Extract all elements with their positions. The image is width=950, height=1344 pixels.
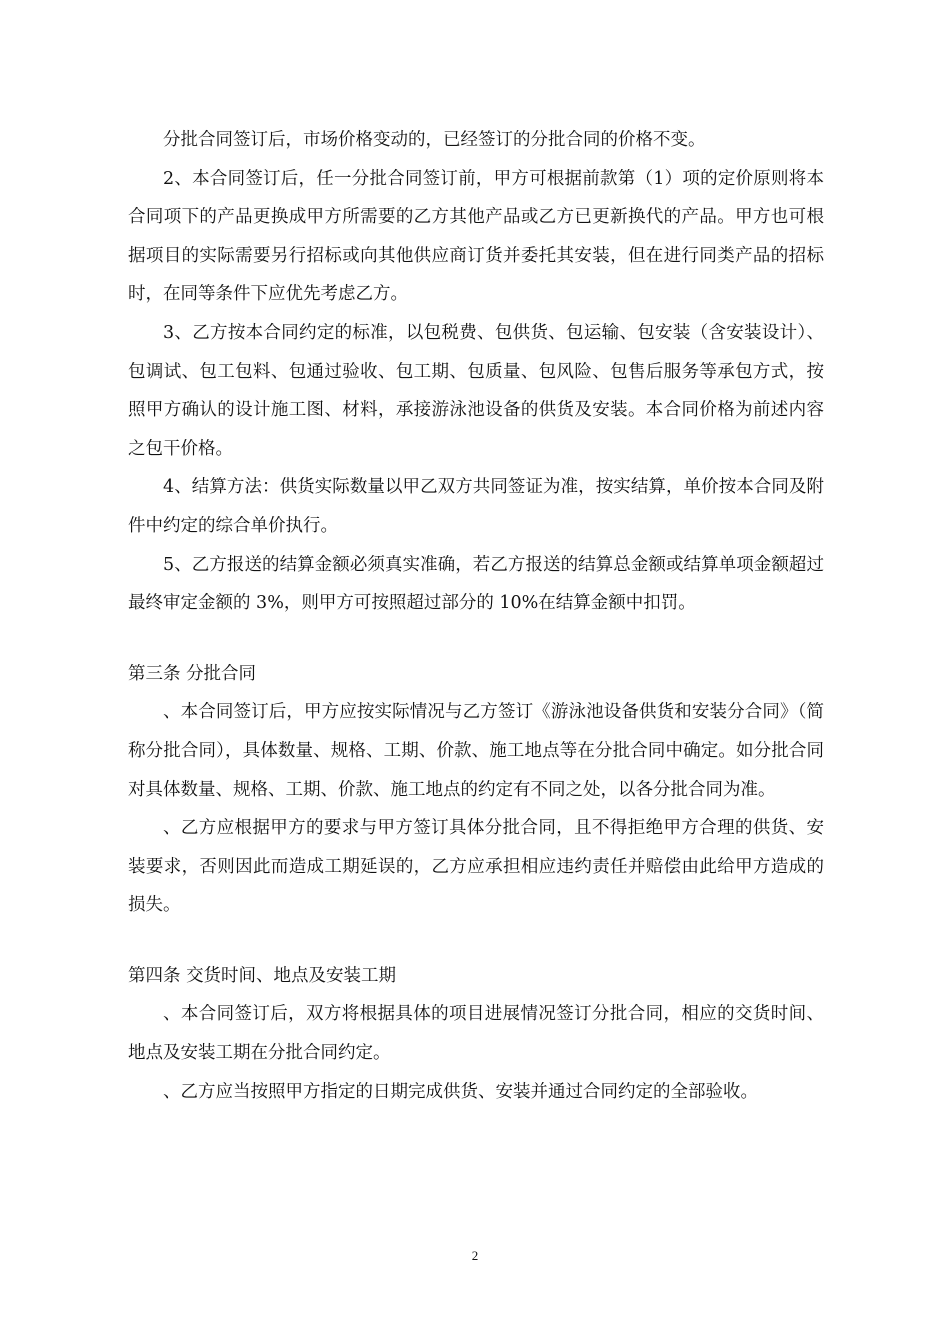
article-4-paragraph-1: 、本合同签订后，双方将根据具体的项目进展情况签订分批合同，相应的交货时间、地点及安装工期在分批合同约定。 xyxy=(128,1004,824,1064)
article-3-paragraph-2: 、乙方应根据甲方的要求与甲方签订具体分批合同，且不得拒绝甲方合理的供货、安装要求，否则因此而造成工期延误的，乙方应承担相应违约责任并赔偿由此给甲方造成的损失。 xyxy=(128,818,824,916)
page-number: 2 xyxy=(471,1248,479,1263)
paragraph-clause-5: 5、乙方报送的结算金额必须真实准确，若乙方报送的结算总金额或结算单项金额超过最终审定金额的 3%，则甲方可按照超过部分的 10%在结算金额中扣罚。 xyxy=(128,554,824,614)
paragraph-price-unchanged: 分批合同签订后，市场价格变动的，已经签订的分批合同的价格不变。 xyxy=(163,130,706,150)
article-3-heading: 第三条 分批合同 xyxy=(128,663,257,684)
paragraph-clause-3: 3、乙方按本合同约定的标准，以包税费、包供货、包运输、包安装（含安装设计）、包调试、包工包料、包通过验收、包工期、包质量、包风险、包售后服务等承包方式，按照甲方确认的设计施工图、材料，承接游泳池设备的供货及安装。本合同价格为前述内容之包干价格。 xyxy=(128,322,824,459)
article-4-heading: 第四条 交货时间、地点及安装工期 xyxy=(128,965,397,986)
paragraph-clause-4: 4、结算方法：供货实际数量以甲乙双方共同签证为准，按实结算，单价按本合同及附件中约定的综合单价执行。 xyxy=(128,477,824,536)
article-3-paragraph-1: 、本合同签订后，甲方应按实际情况与乙方签订《游泳池设备供货和安装分合同》（简称分批合同），具体数量、规格、工期、价款、施工地点等在分批合同中确定。如分批合同对具体数量、规格、工期、价款、施工地点的约定有不同之处，以各分批合同为准。 xyxy=(128,702,824,800)
article-4-paragraph-2: 、乙方应当按照甲方指定的日期完成供货、安装并通过合同约定的全部验收。 xyxy=(163,1081,758,1102)
paragraph-clause-2: 2、本合同签订后，任一分批合同签订前，甲方可根据前款第（1）项的定价原则将本合同项下的产品更换成甲方所需要的乙方其他产品或乙方已更新换代的产品。甲方也可根据项目的实际需要另行招标或向其他供应商订货并委托其安装，但在进行同类产品的招标时，在同等条件下应优先考虑乙方。 xyxy=(128,168,824,305)
document-body xyxy=(128,121,824,1111)
